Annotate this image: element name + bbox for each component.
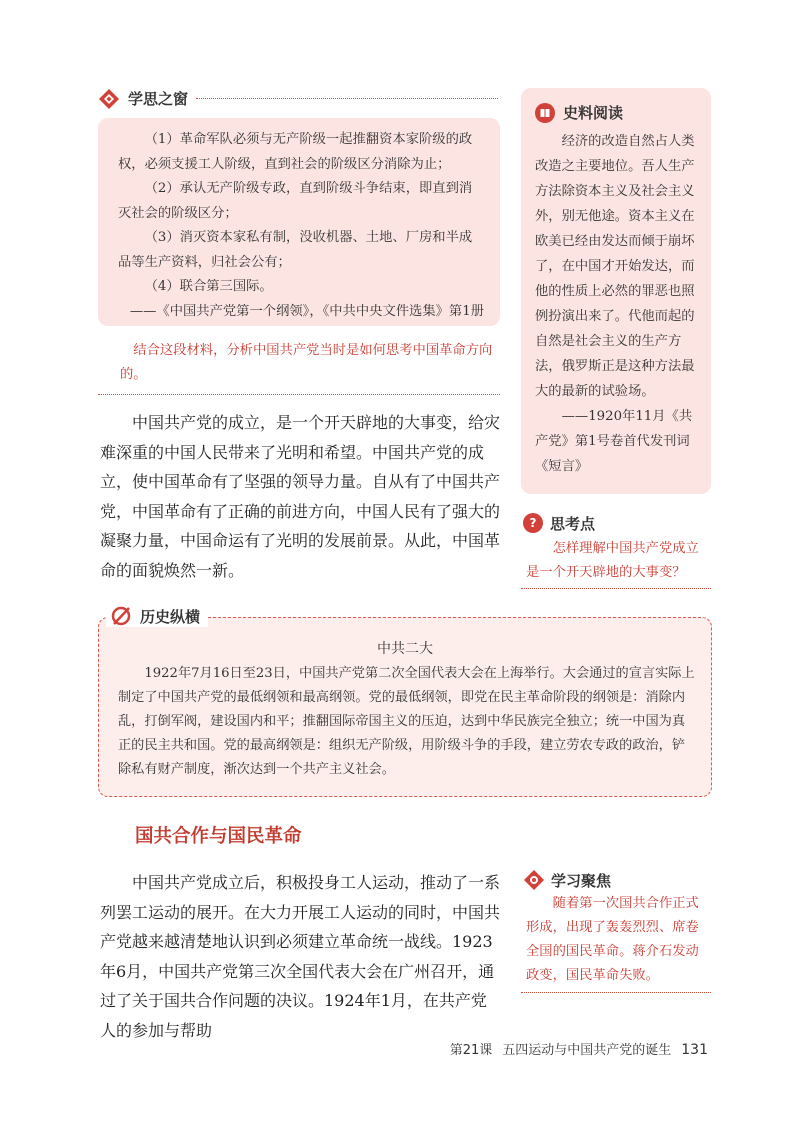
xuesi-title: 学思之窗 bbox=[128, 90, 189, 108]
shiliao-title: 史料阅读 bbox=[563, 104, 624, 122]
xuesi-item-1: （1）革命军队必须与无产阶级一起推翻资本家阶级的政权，必须支援工人阶级，直到社会的阶级区分消除为止； bbox=[118, 132, 473, 172]
lishi-icon bbox=[110, 605, 132, 627]
xuesi-quote-box bbox=[98, 118, 500, 326]
xuesi-question: 结合这段材料，分析中国共产党当时是如何思考中国革命方向的。 bbox=[120, 343, 493, 382]
section-title: 国共合作与国民革命 bbox=[135, 826, 302, 847]
question-icon: ? bbox=[523, 513, 543, 533]
lishi-title: 历史纵横 bbox=[140, 607, 201, 626]
main-paragraph-2-text: 中国共产党成立后，积极投身工人运动，推动了一系列罢工运动的展开。在大力开展工人运动的同时，中国共产党越来越清楚地认识到必须建立革命统一战线。1923年6月，中国共产党第三次全国代表大会在广州召开，通过了关于国共合作问题的决议。1924年1月，在共产党人的参加与帮助 bbox=[100, 873, 501, 1040]
main-paragraph-1-text: 中国共产党的成立，是一个开天辟地的大事变，给灾难深重的中国人民带来了光明和希望。中国共产党的成立，使中国革命有了坚强的领导力量。自从有了中国共产党，中国革命有了正确的前进方向，中国人民有了强大的凝聚力量，中国命运有了光明的发展前景。从此，中国革命的面貌焕然一新。 bbox=[100, 413, 501, 580]
xuesi-source: ——《中国共产党第一个纲领》，《中共中央文件选集》第1册 bbox=[129, 303, 484, 319]
shiliao-source: ——1920年11月《共产党》第1号卷首代发刊词《短言》 bbox=[535, 409, 693, 474]
footer-page-number: 131 bbox=[681, 1042, 708, 1058]
sikao-title: 思考点 bbox=[550, 515, 596, 533]
shiliao-text: 经济的改造自然占人类改造之主要地位。吾人生产方法除资本主义及社会主义外，别无他途。资本主义在欧美已经由发达而倾于崩坏了，在中国才开始发达，而他的性质上必然的罪恶也照例扮演出来了。代他而起的自然是社会主义的生产方法，俄罗斯正是这种方法最大的最新的试验场。 bbox=[535, 134, 695, 399]
footer-lesson: 第21课 bbox=[449, 1043, 493, 1058]
page-footer bbox=[450, 1039, 708, 1058]
sikao-text: 怎样理解中国共产党成立是一个开天辟地的大事变？ bbox=[526, 541, 699, 580]
focus-icon bbox=[523, 869, 545, 891]
lishi-text: 1922年7月16日至23日，中国共产党第二次全国代表大会在上海举行。大会通过的宣言实际上制定了中国共产党的最低纲领和最高纲领。党的最低纲领，即党在民主革命阶段的纲领是：消除内乱，打倒军阀，建设国内和平；推翻国际帝国主义的压迫，达到中华民族完全独立；统一中国为真正的民主共和国。党的最高纲领是：组织无产阶级，用阶级斗争的手段，建立劳农专政的政治，铲除私有财产制度，渐次达到一个共产主义社会。 bbox=[118, 666, 695, 777]
sikao-divider bbox=[521, 588, 711, 589]
lishi-header bbox=[106, 605, 208, 627]
xuesi-item-4: （4）联合第三国际。 bbox=[144, 279, 273, 294]
xuexi-divider bbox=[521, 992, 711, 993]
shiliao-box bbox=[521, 88, 711, 494]
lishi-subtitle: 中共二大 bbox=[377, 641, 433, 657]
xuesi-icon bbox=[98, 88, 120, 110]
main-paragraph-2 bbox=[100, 868, 500, 1045]
xuesi-bottom-divider bbox=[98, 394, 500, 395]
xuexi-title: 学习聚焦 bbox=[551, 872, 612, 890]
footer-lesson-title: 五四运动与中国共产党的诞生 bbox=[502, 1043, 672, 1058]
xuesi-item-3: （3）消灭资本家私有制，没收机器、土地、厂房和半成品等生产资料，归社会公有； bbox=[118, 230, 473, 270]
book-icon bbox=[535, 103, 555, 123]
shiliao-content bbox=[535, 129, 699, 479]
xuesi-divider bbox=[196, 98, 498, 99]
sikao-icon bbox=[523, 513, 543, 533]
xuesi-item-2: （2）承认无产阶级专政，直到阶级斗争结束，即直到消灭社会的阶级区分； bbox=[118, 181, 473, 221]
main-paragraph-1 bbox=[100, 408, 500, 585]
xuexi-text: 随着第一次国共合作正式形成，出现了轰轰烈烈、席卷全国的国民革命。蒋介石发动政变，国民革命失败。 bbox=[526, 896, 699, 983]
